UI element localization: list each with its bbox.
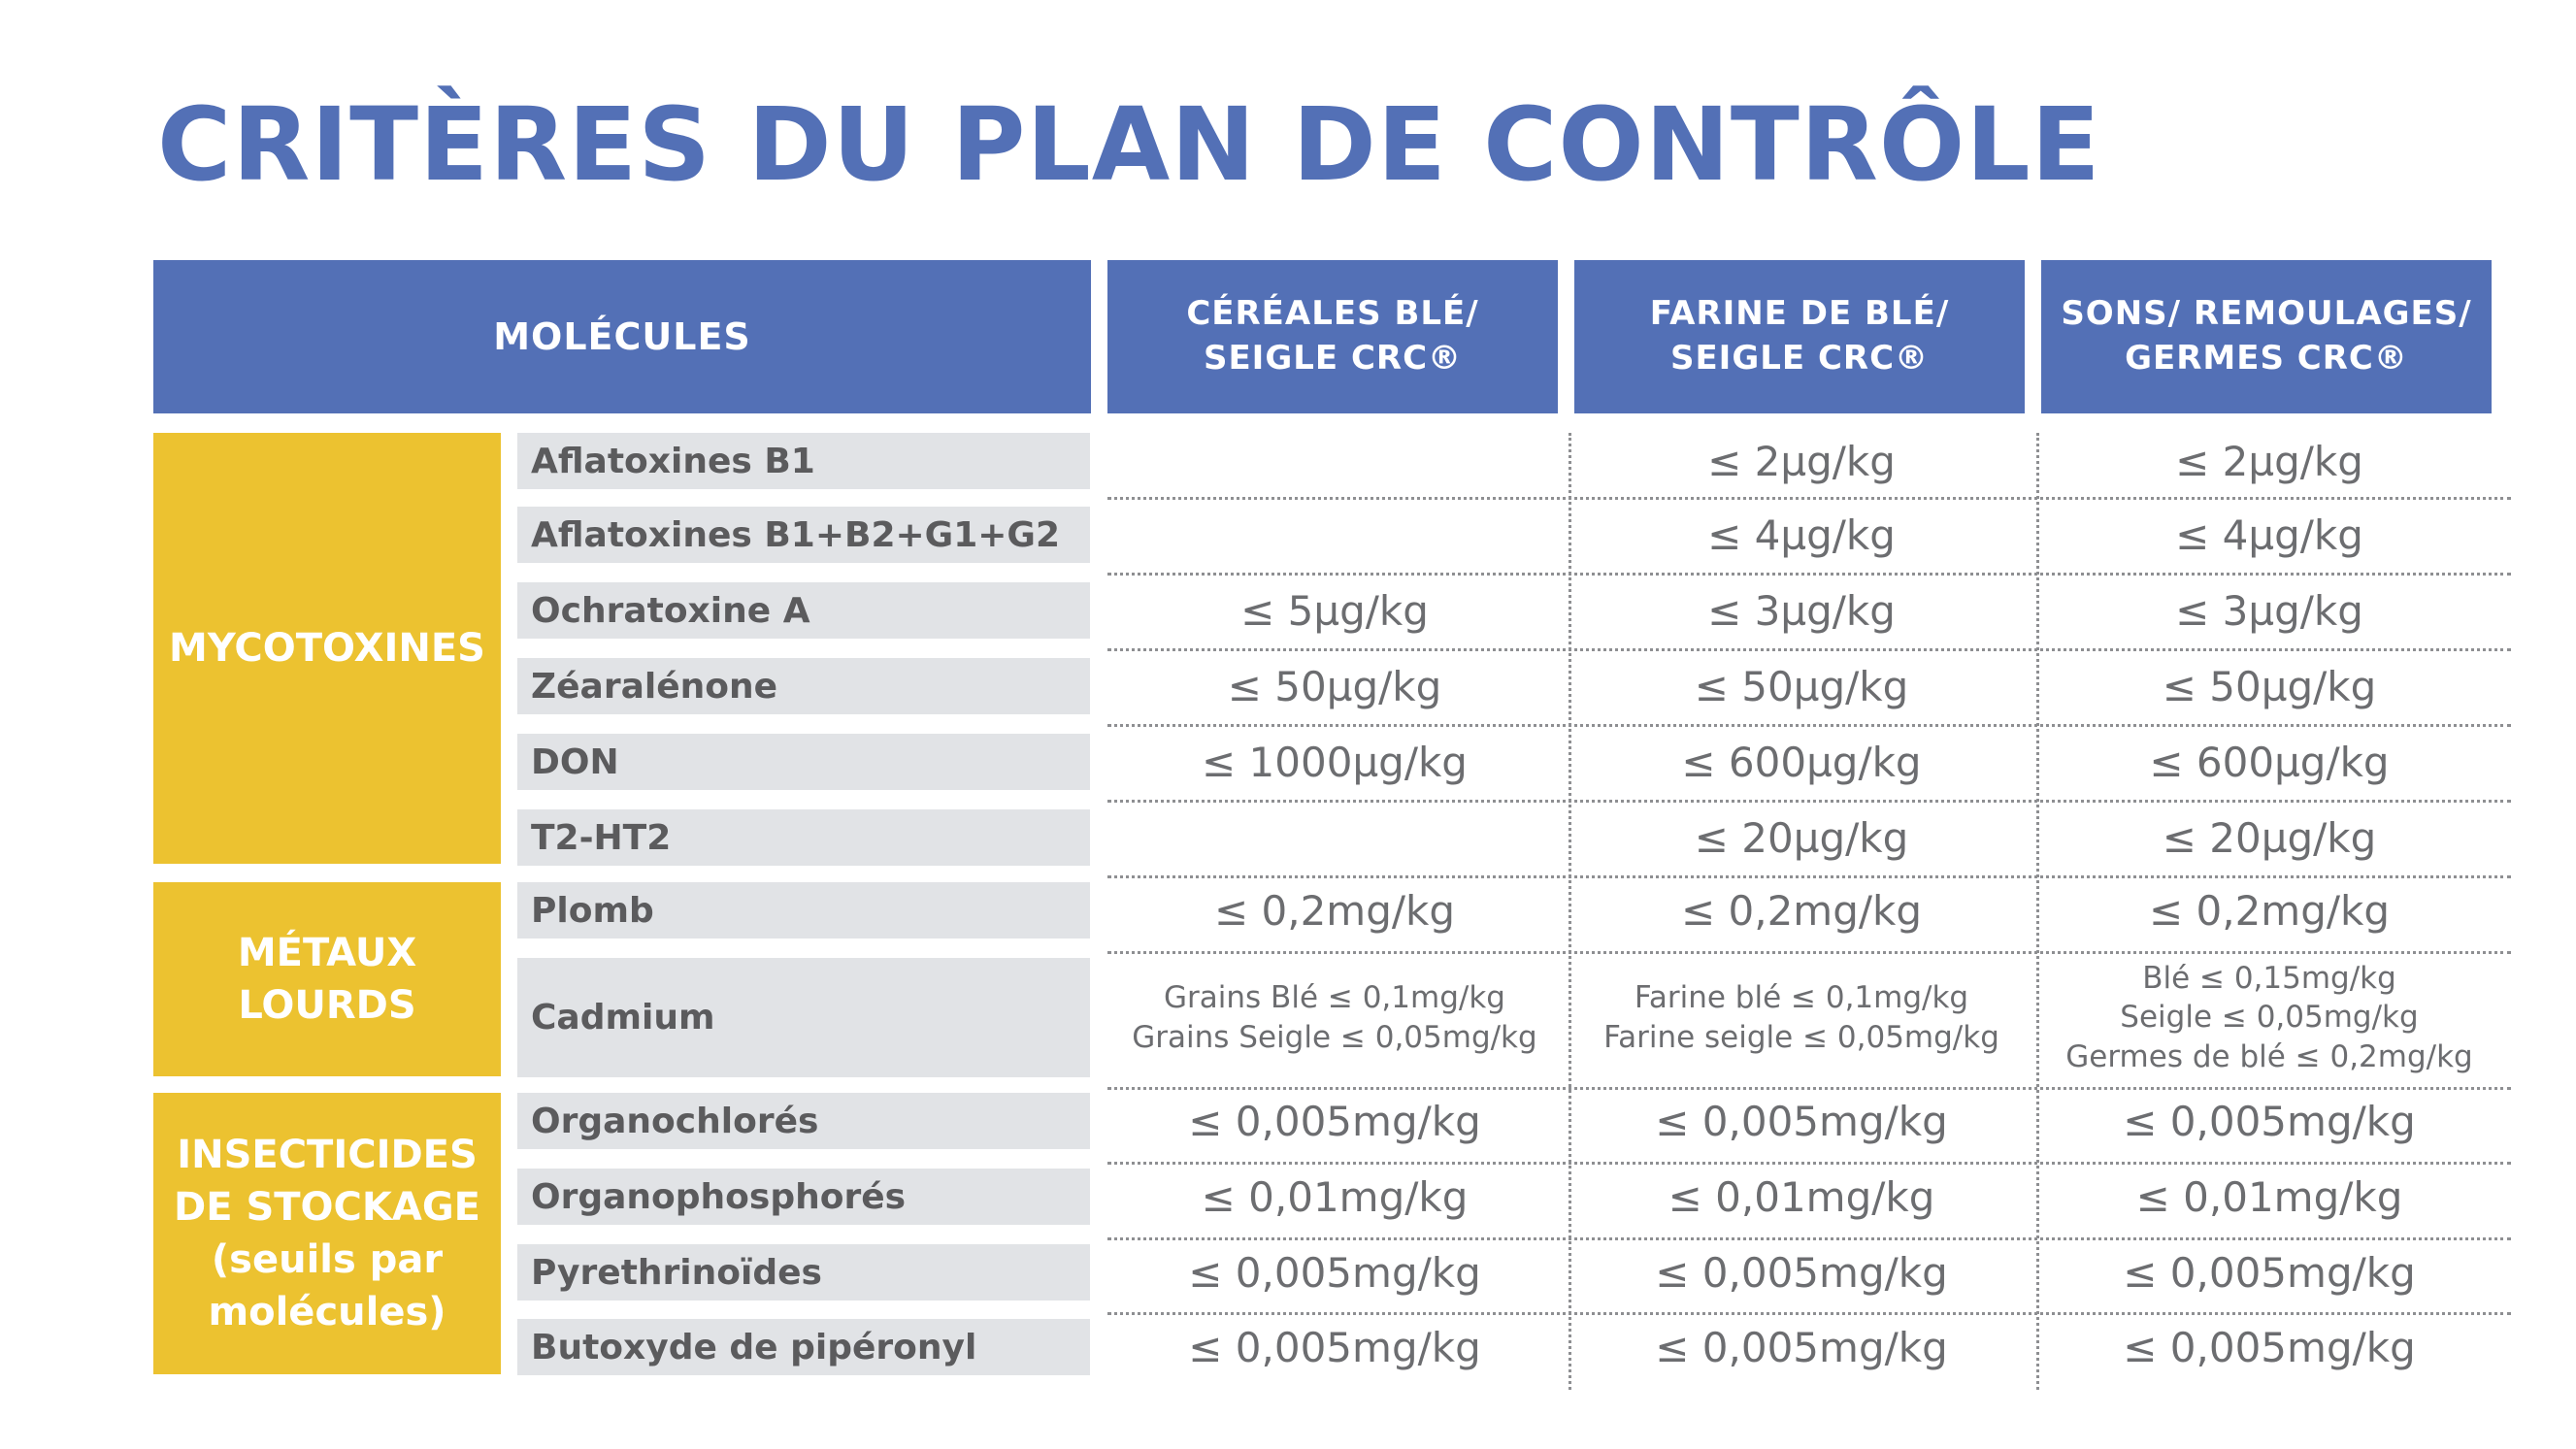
row-separator	[1107, 1312, 2511, 1315]
molecule-aflatoxines-b1: Aflatoxines B1	[517, 433, 1090, 489]
value-line-1: Grains Blé ≤ 0,1mg/kg	[1164, 980, 1505, 1016]
value-organochlores-sons: ≤ 0,005mg/kg	[2123, 1097, 2416, 1145]
row-separator	[1107, 1237, 2511, 1240]
molecule-organophosphores: Organophosphorés	[517, 1169, 1090, 1225]
row-separator	[1107, 875, 2511, 878]
value-organophosphores-farine: ≤ 0,01mg/kg	[1668, 1172, 1935, 1221]
header-sons-line1: SONS/ REMOULAGES/	[2061, 294, 2472, 334]
row-separator	[1107, 1087, 2511, 1090]
value-aflatoxines-b1-sons: ≤ 2µg/kg	[2175, 437, 2363, 485]
value-zearalenone-cereales: ≤ 50µg/kg	[1227, 662, 1442, 710]
row-separator	[1107, 951, 2511, 954]
row-separator	[1107, 648, 2511, 651]
molecule-ochratoxine-a: Ochratoxine A	[517, 582, 1090, 639]
category-metaux-line1: MÉTAUX	[237, 931, 417, 975]
category-insecticides-line2: DE STOCKAGE	[173, 1185, 480, 1230]
value-pyrethrinoides-cereales: ≤ 0,005mg/kg	[1188, 1248, 1481, 1297]
value-plomb-cereales: ≤ 0,2mg/kg	[1213, 886, 1456, 935]
molecule-zearalenone: Zéaralénone	[517, 658, 1090, 714]
molecule-organochlores: Organochlorés	[517, 1093, 1090, 1149]
value-don-sons: ≤ 600µg/kg	[2149, 738, 2390, 786]
value-organochlores-cereales: ≤ 0,005mg/kg	[1188, 1097, 1481, 1145]
value-organophosphores-sons: ≤ 0,01mg/kg	[2135, 1172, 2403, 1221]
molecule-cadmium: Cadmium	[517, 958, 1090, 1077]
molecule-butoxyde-de-piperonyl: Butoxyde de pipéronyl	[517, 1319, 1090, 1375]
header-molecules: MOLÉCULES	[153, 260, 1091, 413]
value-butoxyde-de-piperonyl-sons: ≤ 0,005mg/kg	[2123, 1323, 2416, 1371]
category-insecticides	[153, 1093, 501, 1374]
value-line-1: Farine blé ≤ 0,1mg/kg	[1634, 980, 1969, 1016]
value-t2-ht2-sons: ≤ 20µg/kg	[2162, 813, 2377, 862]
row-separator	[1107, 497, 2511, 500]
page-title: CRITÈRES DU PLAN DE CONTRÔLE	[157, 85, 2101, 204]
header-cereales-line1: CÉRÉALES BLÉ/	[1186, 294, 1479, 334]
value-t2-ht2-cereales	[1106, 809, 1563, 866]
value-cadmium-sons	[2041, 958, 2497, 1077]
category-insecticides-line1: INSECTICIDES	[177, 1133, 478, 1177]
header-sons	[2041, 260, 2492, 413]
value-t2-ht2-farine: ≤ 20µg/kg	[1694, 813, 1909, 862]
row-separator	[1107, 800, 2511, 803]
value-plomb-sons: ≤ 0,2mg/kg	[2148, 886, 2391, 935]
value-aflatoxines-b1-farine: ≤ 2µg/kg	[1707, 437, 1896, 485]
header-sons-line2: GERMES CRC®	[2125, 339, 2408, 378]
value-line-2: Farine seigle ≤ 0,05mg/kg	[1603, 1019, 1999, 1055]
value-zearalenone-farine: ≤ 50µg/kg	[1694, 662, 1909, 710]
molecule-pyrethrinoides: Pyrethrinoïdes	[517, 1244, 1090, 1301]
value-organochlores-farine: ≤ 0,005mg/kg	[1655, 1097, 1948, 1145]
molecule-plomb: Plomb	[517, 882, 1090, 939]
column-separator	[1569, 433, 1571, 1390]
value-ochratoxine-a-sons: ≤ 3µg/kg	[2175, 586, 2363, 635]
value-line-2: Seigle ≤ 0,05mg/kg	[2120, 1000, 2419, 1036]
molecule-t2-ht2: T2-HT2	[517, 809, 1090, 866]
value-organophosphores-cereales: ≤ 0,01mg/kg	[1201, 1172, 1469, 1221]
value-cadmium-farine	[1573, 958, 2030, 1077]
row-separator	[1107, 1162, 2511, 1165]
value-zearalenone-sons: ≤ 50µg/kg	[2162, 662, 2377, 710]
value-aflatoxines-b1-b2-g1-g2-farine: ≤ 4µg/kg	[1707, 510, 1896, 559]
value-don-cereales: ≤ 1000µg/kg	[1202, 738, 1468, 786]
value-line-2: Grains Seigle ≤ 0,05mg/kg	[1132, 1019, 1537, 1055]
value-cadmium-cereales	[1106, 958, 1563, 1077]
category-insecticides-line4: molécules)	[208, 1290, 446, 1334]
value-butoxyde-de-piperonyl-cereales: ≤ 0,005mg/kg	[1188, 1323, 1481, 1371]
category-insecticides-line3: (seuils par	[211, 1237, 444, 1282]
row-separator	[1107, 724, 2511, 727]
header-cereales	[1107, 260, 1558, 413]
header-farine-line2: SEIGLE CRC®	[1669, 339, 1930, 378]
value-pyrethrinoides-sons: ≤ 0,005mg/kg	[2123, 1248, 2416, 1297]
value-plomb-farine: ≤ 0,2mg/kg	[1680, 886, 1923, 935]
value-ochratoxine-a-cereales: ≤ 5µg/kg	[1240, 586, 1429, 635]
header-cereales-line2: SEIGLE CRC®	[1203, 339, 1463, 378]
value-ochratoxine-a-farine: ≤ 3µg/kg	[1707, 586, 1896, 635]
value-aflatoxines-b1-b2-g1-g2-sons: ≤ 4µg/kg	[2175, 510, 2363, 559]
category-metaux-line2: LOURDS	[238, 983, 416, 1028]
row-separator	[1107, 573, 2511, 576]
molecule-don: DON	[517, 734, 1090, 790]
category-metaux-lourds	[153, 882, 501, 1076]
value-don-farine: ≤ 600µg/kg	[1681, 738, 1922, 786]
value-line-3: Germes de blé ≤ 0,2mg/kg	[2065, 1038, 2473, 1074]
category-mycotoxines	[153, 433, 501, 864]
molecule-aflatoxines-b1-b2-g1-g2: Aflatoxines B1+B2+G1+G2	[517, 507, 1090, 563]
header-farine-line1: FARINE DE BLÉ/	[1649, 294, 1950, 334]
value-aflatoxines-b1-cereales	[1106, 433, 1563, 489]
value-line-1: Blé ≤ 0,15mg/kg	[2142, 961, 2396, 997]
category-mycotoxines-line1: MYCOTOXINES	[169, 626, 485, 671]
column-separator	[2036, 433, 2039, 1390]
header-farine	[1574, 260, 2025, 413]
value-butoxyde-de-piperonyl-farine: ≤ 0,005mg/kg	[1655, 1323, 1948, 1371]
value-aflatoxines-b1-b2-g1-g2-cereales	[1106, 507, 1563, 563]
value-pyrethrinoides-farine: ≤ 0,005mg/kg	[1655, 1248, 1948, 1297]
